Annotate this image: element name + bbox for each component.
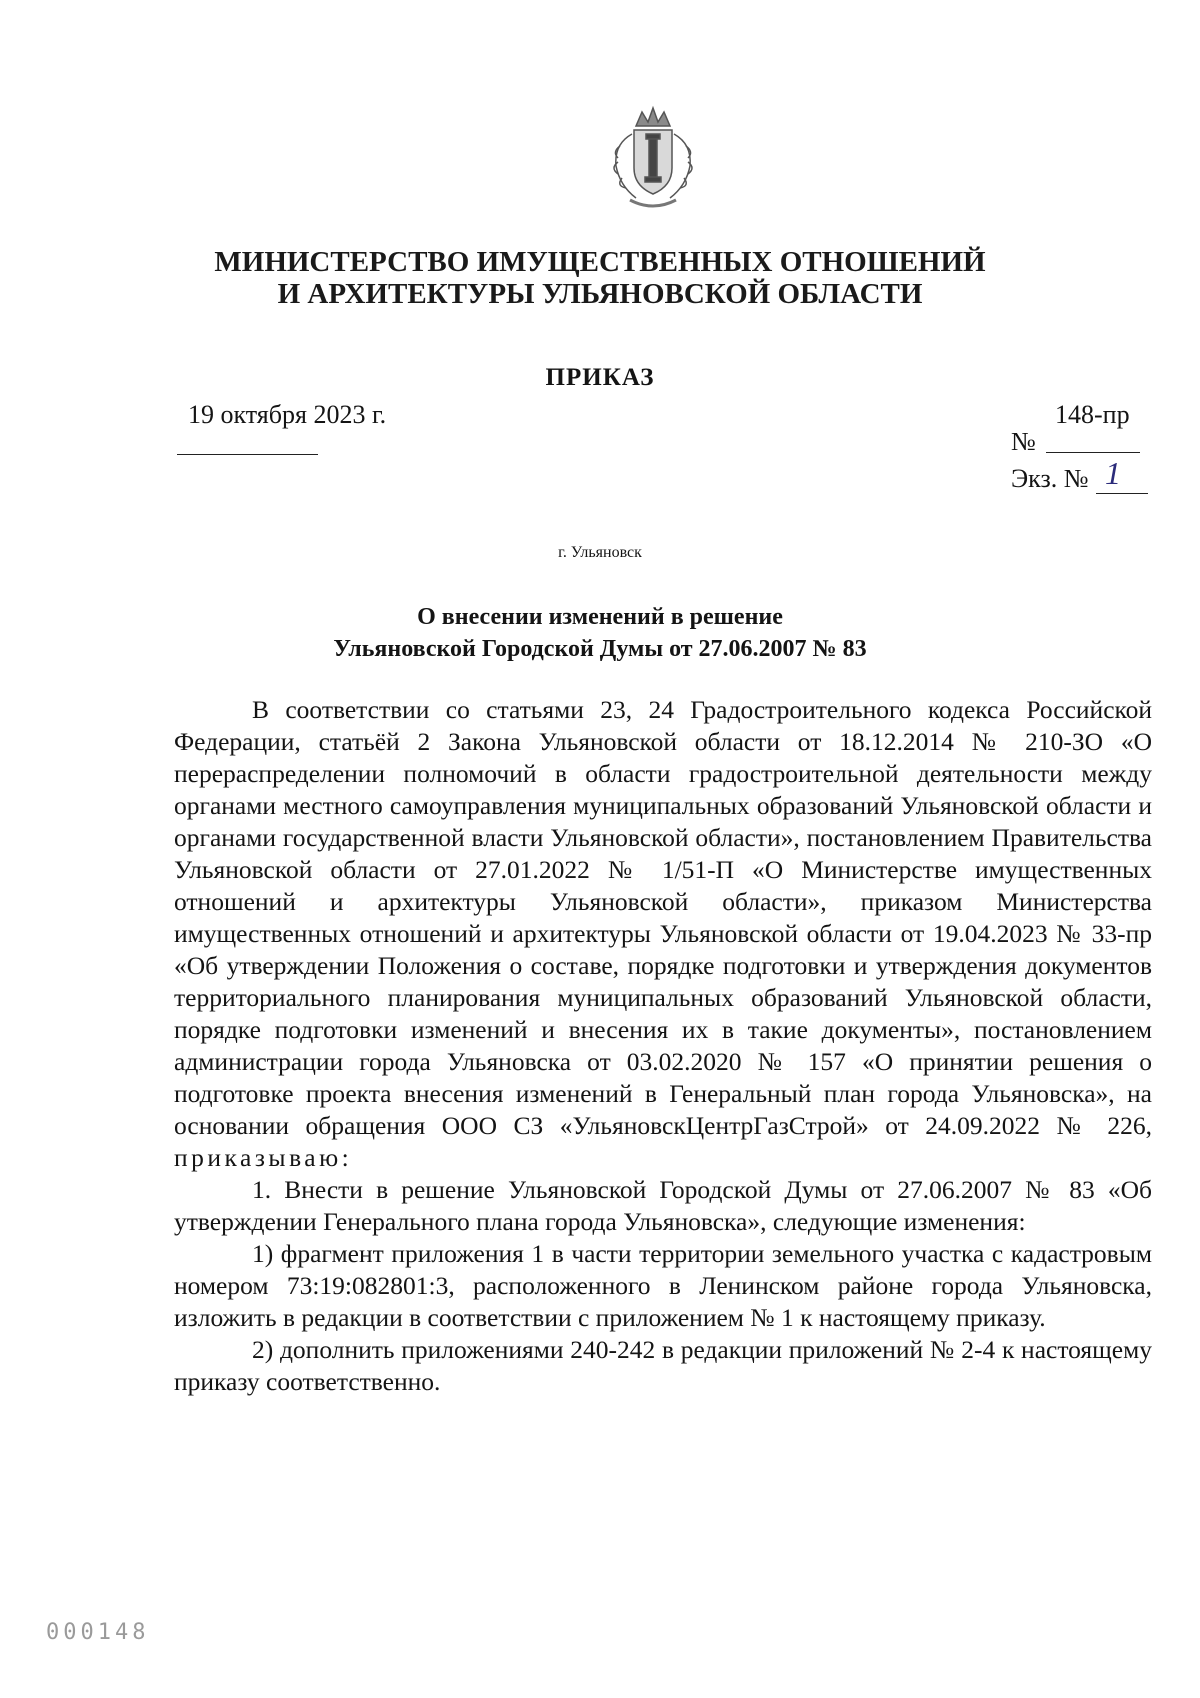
subitem-2: 2) дополнить приложениями 240-242 в редакции приложений № 2-4 к настоящему приказу соответственно. [174, 1335, 1152, 1396]
city: г. Ульяновск [558, 544, 642, 561]
number-underline [1046, 452, 1140, 453]
subject-line2: Ульяновской Городской Думы от 27.06.2007 № 83 [333, 636, 867, 662]
subitem-1: 1) фрагмент приложения 1 в части территории земельного участка с кадастровым номером 73:19:082801:3, расположенного в Ленинском районе города Ульяновска, изложить в редакции в соответствии с приложением № 1 к настоящему приказу. [174, 1239, 1152, 1332]
order-date: 19 октября 2023 г. [188, 400, 387, 429]
order-subject [0, 601, 1200, 665]
ministry-name [0, 246, 1200, 310]
preamble-text: В соответствии со статьями 23, 24 Градостроительного кодекса Российской Федерации, статьёй 2 Закона Ульяновской области от 18.12.2014 № 210-ЗО «О перераспределении полномочий в области градостроительной деятельности между органами местного самоуправления муниципальных образований Ульяновской области и органами государственной власти Ульяновской области», постановлением Правительства Ульяновской области от 27.01.2022 № 1/51-П «О Министерстве имущественных отношений и архитектуры Ульяновской области», приказом Министерства имущественных отношений и архитектуры Ульяновской области от 19.04.2023 № 33-пр «Об утверждении Положения о составе, порядке подготовки и утверждения документов территориального планирования муниципальных образований Ульяновской области, порядке подготовки изменений и внесения их в такие документы», постановлением администрации города Ульяновска от 03.02.2020 № 157 «О принятии решения о подготовке проекта внесения изменений в Генеральный план города Ульяновска», на основании обращения ООО СЗ «УльяновскЦентрГазСтрой» от 24.09.2022 № 226, [174, 695, 1152, 1140]
copy-number-label: Экз. № [1011, 464, 1089, 493]
copy-number: 1 [1105, 455, 1121, 491]
subject-line1: О внесении изменений в решение [417, 604, 783, 630]
copy-underline [1096, 493, 1148, 494]
order-number-label: № [1011, 427, 1036, 456]
date-underline [177, 454, 318, 455]
order-body [174, 694, 1152, 1398]
item-1: 1. Внести в решение Ульяновской Городской Думы от 27.06.2007 № 83 «Об утверждении Генерального плана города Ульяновска», следующие изменения: [174, 1175, 1152, 1236]
document-type: ПРИКАЗ [545, 364, 655, 391]
ministry-name-line2: И АРХИТЕКТУРЫ УЛЬЯНОВСКОЙ ОБЛАСТИ [277, 278, 923, 310]
page-stamp-number: 000148 [46, 1620, 150, 1645]
preamble-paragraph [174, 694, 1152, 1174]
coat-of-arms-icon [606, 104, 700, 216]
order-number: 148-пр [1055, 400, 1130, 429]
order-word: приказываю: [174, 1143, 353, 1172]
ministry-name-line1: МИНИСТЕРСТВО ИМУЩЕСТВЕННЫХ ОТНОШЕНИЙ [214, 246, 986, 278]
